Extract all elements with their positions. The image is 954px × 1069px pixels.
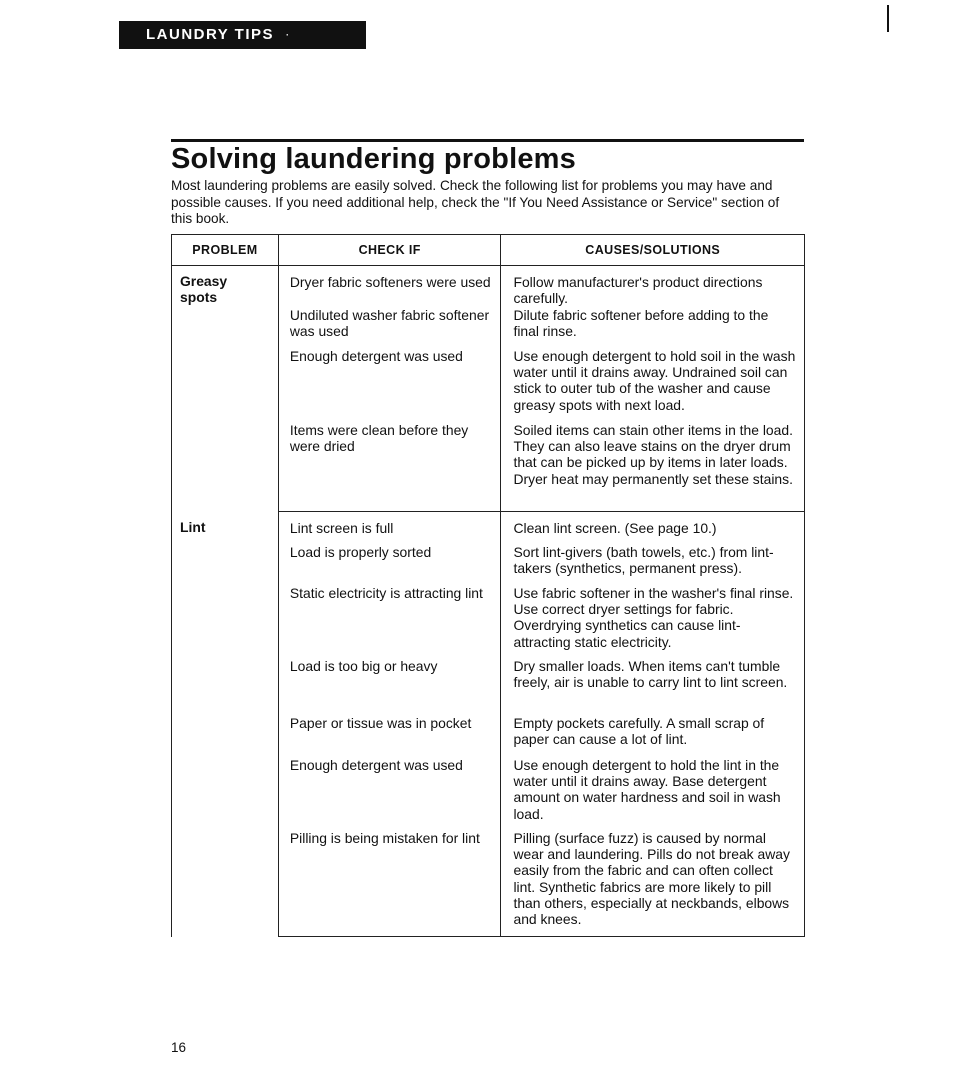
intro-paragraph: Most laundering problems are easily solved. Check the following list for problems you may have and possible causes. If you need additional help, check the "If You Need Assistance or Service" section of this book. xyxy=(171,178,780,226)
check-if-cell: Load is properly sorted xyxy=(289,544,432,560)
solution-cell: Use enough detergent to hold soil in the wash water until it drains away. Undrained soil can stick to outer tub of the washer and cause greasy spots with next load. xyxy=(513,348,796,413)
page-number: 16 xyxy=(171,1040,187,1055)
check-if-cell: Pilling is being mistaken for lint xyxy=(289,830,480,846)
problem-cell xyxy=(172,266,279,512)
laundry-problems-table xyxy=(171,234,805,937)
check-if-cell: Items were clean before they were dried xyxy=(289,422,469,455)
check-if-cell: Lint screen is full xyxy=(289,520,394,536)
solution-cell: Soiled items can stain other items in the load. They can also leave stains on the dryer drum that can be picked up by items in later loads. Dryer heat may permanently set these stains. xyxy=(513,422,793,487)
solution-cell: Clean lint screen. (See page 10.) xyxy=(513,520,717,536)
check-if-cell: Paper or tissue was in pocket xyxy=(289,715,472,731)
check-if-cell: Undiluted washer fabric softener was used xyxy=(289,307,490,340)
check-if-cell: Enough detergent was used xyxy=(289,348,463,364)
column-header-check-if: CHECK IF xyxy=(278,235,501,266)
table-row xyxy=(172,512,805,545)
solution-cell: Use fabric softener in the washer's final rinse. Use correct dryer settings for fabric. Overdrying synthetics can cause lint-attracting static electricity. xyxy=(513,585,794,650)
check-if-cell: Load is too big or heavy xyxy=(289,658,438,674)
page-title: Solving laundering problems xyxy=(171,143,576,175)
table-row xyxy=(172,266,805,308)
section-tab xyxy=(119,21,366,49)
check-if-cell: Static electricity is attracting lint xyxy=(289,585,483,601)
problem-label: Greasy spots xyxy=(180,273,228,306)
problem-label: Lint xyxy=(180,518,206,535)
solution-cell: Dilute fabric softener before adding to the final rinse. xyxy=(513,307,769,340)
solution-cell: Sort lint-givers (bath towels, etc.) from lint-takers (synthetics, permanent press). xyxy=(513,544,774,577)
column-header-causes-solutions: CAUSES/SOLUTIONS xyxy=(501,235,805,266)
problem-cell xyxy=(172,512,279,937)
section-tab-label: LAUNDRY TIPS xyxy=(146,26,275,43)
margin-tick-mark xyxy=(887,5,889,32)
title-rule xyxy=(171,139,804,142)
solution-cell: Empty pockets carefully. A small scrap of paper can cause a lot of lint. xyxy=(513,715,765,748)
check-if-cell: Enough detergent was used xyxy=(289,757,463,773)
section-tab-mark: · xyxy=(286,30,291,41)
table-header-row xyxy=(172,235,805,266)
solution-cell: Follow manufacturer's product directions carefully. xyxy=(513,274,763,307)
solution-cell: Dry smaller loads. When items can't tumble freely, air is unable to carry lint to lint screen. xyxy=(513,658,788,691)
solution-cell: Pilling (surface fuzz) is caused by normal wear and laundering. Pills do not break away easily from the fabric and can often collect lint. Synthetic fabrics are more likely to pill than others, especially at neckbands, elbows and knees. xyxy=(513,830,790,928)
column-header-problem: PROBLEM xyxy=(172,235,279,266)
solution-cell: Use enough detergent to hold the lint in the water until it drains away. Base detergent amount on water hardness and soil in wash load. xyxy=(513,757,781,822)
check-if-cell: Dryer fabric softeners were used xyxy=(289,274,491,290)
